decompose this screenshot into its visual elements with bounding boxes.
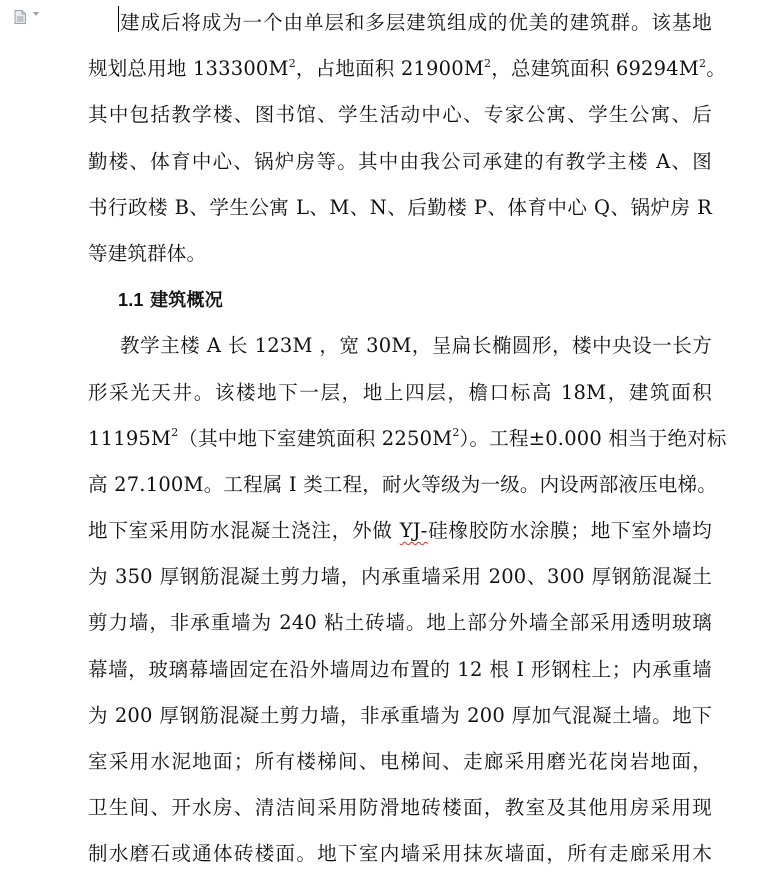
superscript: 2 [452, 426, 460, 440]
text-run: 硅橡胶防水涂膜；地下室外墙均 [427, 519, 712, 543]
paragraph-line: 剪力墙，非承重墙为 240 粘土砖墙。地上部分外墙全部采用透明玻璃 [88, 611, 712, 635]
superscript: 2 [171, 426, 179, 440]
chevron-down-icon[interactable] [33, 12, 39, 16]
paragraph-line: 室采用水泥地面；所有楼梯间、电梯间、走廊采用磨光花岗岩地面， [88, 750, 712, 773]
text-run: 规划总用地 133300M [88, 57, 289, 81]
text-run: ）。工程±0.000 相当于绝对标 [459, 426, 727, 450]
paragraph-line: 勤楼、体育中心、锅炉房等。其中由我公司承建的有教学主楼 A、图 [88, 149, 712, 173]
paragraph-line: 为 200 厚钢筋混凝土剪力墙，非承重墙为 200 厚加气混凝土墙。地下 [88, 703, 712, 727]
paragraph-line: 教学主楼 A 长 123M ，宽 30M，呈扁长椭圆形，楼中央设一长方 [120, 334, 712, 358]
paragraph-line [88, 508, 712, 554]
text-run: ，占地面积 21900M [295, 57, 485, 81]
superscript: 2 [484, 56, 492, 70]
paragraph-line: 其中包括教学楼、图书馆、学生活动中心、专家公寓、学生公寓、后 [88, 103, 712, 127]
paragraph-line: 书行政楼 B、学生公寓 L、M、N、后勤楼 P、体育中心 Q、锅炉房 R [88, 195, 712, 219]
paragraph-line: 高 27.100M。工程属 I 类工程，耐火等级为一级。内设两部液压电梯。 [88, 472, 717, 496]
section-number: 1.1 [118, 290, 144, 311]
text-run: 地下室采用防水混凝土浇注，外做 [88, 519, 400, 543]
superscript: 2 [699, 56, 707, 70]
superscript: 2 [288, 56, 296, 70]
paragraph-line: 为 350 厚钢筋混凝土剪力墙，内承重墙采用 200、300 厚钢筋混凝土 [88, 565, 712, 589]
paragraph-line: 卫生间、开水房、清洁间采用防滑地砖楼面，教室及其他用房采用现 [88, 796, 712, 820]
paragraph-line [88, 416, 727, 462]
paragraph-line: 幕墙，玻璃幕墙固定在沿外墙周边布置的 12 根 I 形钢柱上；内承重墙 [88, 657, 712, 681]
document-icon[interactable] [14, 10, 26, 24]
paragraph-line: 建成后将成为一个由单层和多层建筑组成的优美的建筑群。该基地 [120, 11, 712, 34]
paragraph-line: 制水磨石或通体砖楼面。地下室内墙采用抹灰墙面，所有走廊采用木 [88, 842, 712, 866]
text-run: （其中地下室建筑面积 2250M [178, 426, 453, 450]
paragraph-line: 形采光天井。该楼地下一层，地上四层，檐口标高 18M，建筑面积 [88, 380, 712, 404]
paragraph-line [88, 46, 726, 92]
paragraph-line: 等建筑群体。 [88, 241, 207, 265]
section-heading [88, 277, 712, 323]
spellcheck-flagged-word[interactable]: YJ- [399, 519, 428, 543]
text-run: ，总建筑面积 69294M [491, 57, 700, 81]
text-run: 。 [706, 57, 726, 81]
document-body[interactable] [88, 0, 727, 878]
text-run: 11195M [88, 426, 172, 450]
section-title: 建筑概况 [150, 290, 223, 312]
